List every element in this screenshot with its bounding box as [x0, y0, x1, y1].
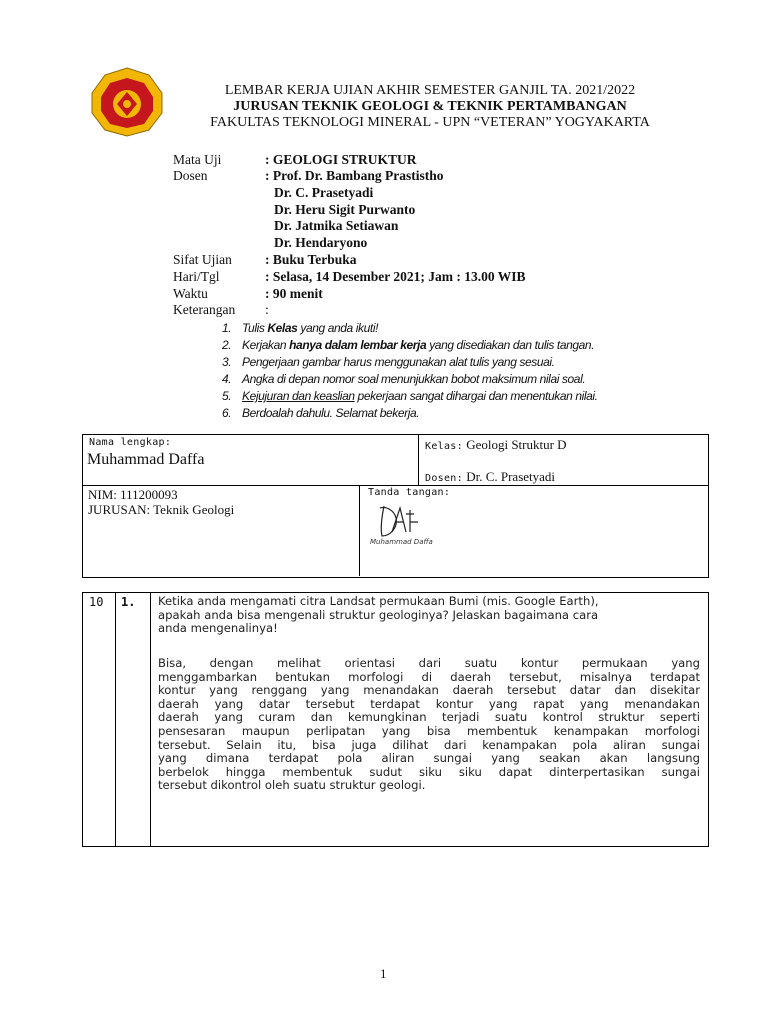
answer-line: tersebut dikontrol oleh suatu struktur geologi. — [158, 778, 426, 793]
instruction-bold: Kelas — [267, 321, 298, 335]
meta-value: : 90 menit — [265, 286, 323, 301]
instruction-text: Pengerjaan gambar harus menggunakan alat tulis yang sesuai. — [242, 355, 555, 369]
answer-line: yang dimana terdapat pola aliran sungai yang seakan akan langsung — [158, 751, 700, 766]
instruction-text: yang disediakan dan tulis tangan. — [426, 338, 595, 352]
answer-line: berbelok hingga membentuk sudut siku siku dapat dinterpertasikan sungai — [158, 764, 700, 779]
kelas-label: Kelas: — [425, 441, 463, 452]
divider — [359, 485, 360, 576]
kelas-value: Geologi Struktur D — [466, 437, 567, 452]
meta-value: Dr. C. Prasetyadi — [274, 185, 374, 200]
instruction-number: 5. — [222, 389, 232, 403]
meta-value: : GEOLOGI STRUKTUR — [265, 152, 417, 167]
instruction-text: pekerjaan sangat dihargai dan menentukan nilai. — [354, 389, 598, 403]
header-line-1: LEMBAR KERJA UJIAN AKHIR SEMESTER GANJIL TA. 2021/2022 — [224, 83, 636, 98]
answer-line: daerah yang curam dan kemungkinan terjadi suatu kontrol struktur seperti — [158, 710, 700, 725]
page-number: 1 — [380, 966, 387, 981]
dosen-label: Dosen: — [425, 473, 463, 484]
meta-value: : Buku Terbuka — [265, 252, 357, 267]
meta-label: Dosen — [173, 168, 208, 183]
instruction-text: Tulis — [242, 321, 268, 335]
question-line: anda mengenalinya! — [158, 621, 278, 636]
meta-label: Waktu — [173, 286, 208, 301]
instruction-number: 2. — [222, 338, 232, 352]
meta-value: : Selasa, 14 Desember 2021; Jam : 13.00 WIB — [265, 269, 526, 284]
instruction-bold: hanya dalam lembar kerja — [289, 338, 427, 352]
nama-label: Nama lengkap: — [89, 437, 172, 448]
answer-line: tersebut. Selain itu, bisa juga dilihat dari kenampakan pola aliran sungai — [158, 737, 700, 752]
divider — [150, 592, 151, 846]
answer-line: daerah yang datar tersebut terdapat kontur yang rapat yang menandakan — [158, 696, 700, 711]
meta-label: Keterangan — [173, 302, 236, 317]
instruction-text: Kerjakan — [242, 338, 290, 352]
instruction-text: Angka di depan nomor soal menunjukkan bobot maksimum nilai soal. — [242, 372, 586, 386]
meta-value: Dr. Hendaryono — [274, 235, 368, 250]
meta-value: Dr. Jatmika Setiawan — [274, 218, 399, 233]
meta-value: Dr. Heru Sigit Purwanto — [274, 202, 416, 217]
answer-text — [158, 657, 700, 793]
answer-line: Bisa, dengan melihat orientasi dari suatu kontur permukaan yang — [158, 656, 700, 670]
nim-field: NIM: 111200093 — [88, 487, 178, 502]
meta-label: Hari/Tgl — [173, 269, 220, 284]
instruction-number: 6. — [222, 406, 232, 420]
divider — [418, 434, 419, 486]
instruction-text: Berdoalah dahulu. Selamat bekerja. — [242, 406, 420, 420]
question-line: apakah anda bisa mengenali struktur geologinya? Jelaskan bagaimana cara — [158, 607, 599, 622]
answer-line: kontur yang renggang yang menandakan daerah tersebut datar dan disekitar — [158, 683, 700, 698]
question-weight: 10 — [89, 595, 104, 609]
meta-label: Sifat Ujian — [173, 252, 232, 267]
question-number: 1. — [121, 595, 136, 609]
question-text — [158, 595, 599, 636]
header-line-2: JURUSAN TEKNIK GEOLOGI & TEKNIK PERTAMBANGAN — [233, 99, 627, 114]
kelas-field — [425, 437, 567, 453]
signature-caption: Muhammad Daffa — [370, 538, 433, 546]
answer-line: menggambarkan bentukan morfologi di daerah tersebut, misalnya terdapat — [158, 669, 700, 684]
jurusan-field: JURUSAN: Teknik Geologi — [88, 502, 235, 517]
question-line: Ketika anda mengamati citra Landsat permukaan Bumi (mis. Google Earth), — [158, 594, 599, 608]
meta-value: : Prof. Dr. Bambang Prastistho — [265, 168, 444, 183]
dosen-field — [425, 469, 555, 485]
header-line-3: FAKULTAS TEKNOLOGI MINERAL - UPN “VETERAN” YOGYAKARTA — [210, 115, 650, 130]
divider — [115, 592, 116, 846]
meta-label: Mata Uji — [173, 152, 222, 167]
tanda-tangan-label: Tanda tangan: — [368, 487, 451, 498]
dosen-value: Dr. C. Prasetyadi — [466, 469, 556, 484]
answer-line: pensesaran maupun perlipatan yang bisa membentuk kenampakan morfologi — [158, 723, 700, 738]
instruction-number: 3. — [222, 355, 232, 369]
instruction-number: 1. — [222, 321, 232, 335]
divider — [82, 485, 708, 486]
university-logo — [88, 66, 166, 138]
nama-value: Muhammad Daffa — [87, 451, 205, 468]
instruction-underline: Kejujuran dan keaslian — [242, 389, 355, 403]
instruction-number: 4. — [222, 372, 232, 386]
instruction-text: yang anda ikuti! — [297, 321, 379, 335]
meta-colon: : — [265, 302, 269, 317]
